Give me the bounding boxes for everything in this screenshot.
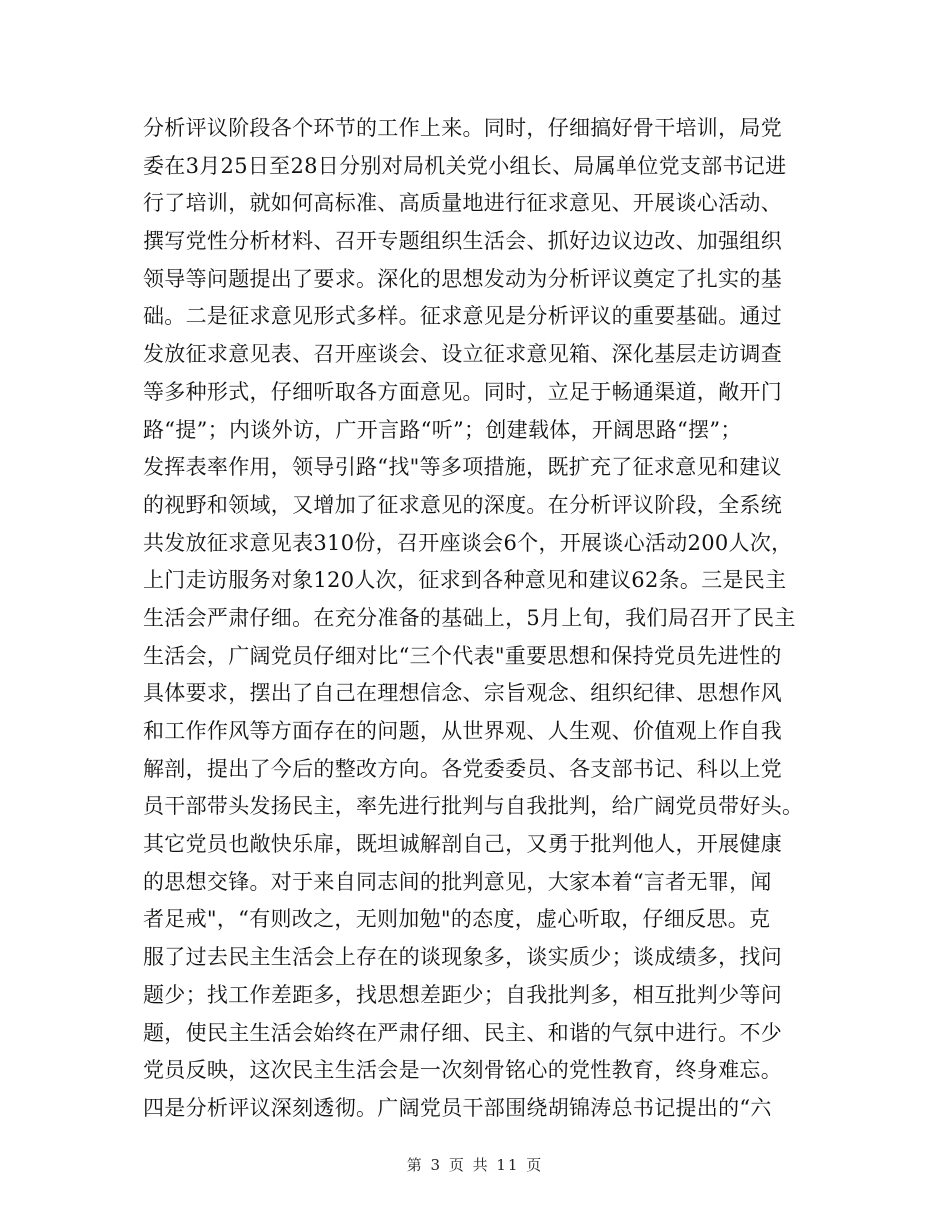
text-line: 等多种形式，仔细听取各方面意见。同时，立足于畅通渠道，敞开门 [143,379,782,404]
text-line: 具体要求，摆出了自己在理想信念、宗旨观念、组织纪律、思想作风 [143,681,782,706]
text-line: 发挥表率作用，领导引路“找"等多项措施，既扩充了征求意见和建议 [143,455,782,480]
text-line: 服了过去民主生活会上存在的谈现象多，谈实质少；谈成绩多，找问 [143,945,782,970]
text-line: 撰写党性分析材料、召开专题组织生活会、抓好边议边改、加强组织 [143,229,782,254]
text-line: 员干部带头发扬民主，率先进行批判与自我批判，给广阔党员带好头。 [143,794,804,819]
text-line: 题，使民主生活会始终在严肃仔细、民主、和谐的气氛中进行。不少 [143,1020,782,1045]
text-line: 路“提”；内谈外访，广开言路“听”；创建载体，开阔思路“摆”； [143,417,742,442]
text-line: 生活会严肃仔细。在充分准备的基础上，5月上旬，我们局召开了民主 [143,605,796,630]
text-line: 的思想交锋。对于来自同志间的批判意见，大家本着“言者无罪，闻 [143,869,772,894]
text-line: 四是分析评议深刻透彻。广阔党员干部围绕胡锦涛总书记提出的“六 [143,1095,772,1120]
text-line: 分析评议阶段各个环节的工作上来。同时，仔细搞好骨干培训，局党 [143,116,782,140]
text-line: 行了培训，就如何高标准、高质量地进行征求意见、开展谈心活动、 [143,191,782,216]
text-line: 发放征求意见表、召开座谈会、设立征求意见箱、深化基层走访调查 [143,342,782,367]
text-line: 上门走访服务对象120人次，征求到各种意见和建议62条。三是民主 [143,568,787,593]
text-line: 党员反映，这次民主生活会是一次刻骨铭心的党性教育，终身难忘。 [143,1058,782,1083]
text-line: 础。二是征求意见形式多样。征求意见是分析评议的重要基础。通过 [143,304,782,329]
text-line: 解剖，提出了今后的整改方向。各党委委员、各支部书记、科以上党 [143,756,782,781]
text-line: 共发放征求意见表310份，召开座谈会6个，开展谈心活动200人次， [143,530,793,555]
text-line: 题少；找工作差距多，找思想差距少；自我批判多，相互批判少等问 [143,982,782,1007]
text-line: 委在3月25日至28日分别对局机关党小组长、局属单位党支部书记进 [143,153,787,178]
text-line: 领导等问题提出了要求。深化的思想发动为分析评议奠定了扎实的基 [143,266,782,291]
text-line: 者足戒"，“有则改之，无则加勉"的态度，虚心听取，仔细反思。克 [143,907,771,932]
text-line: 生活会，广阔党员仔细对比“三个代表"重要思想和保持党员先进性的 [143,643,782,668]
text-line: 其它党员也敞快乐扉，既坦诚解剖自己，又勇于批判他人，开展健康 [143,832,782,857]
page-footer: 第 3 页 共 11 页 [406,1156,544,1174]
text-line: 和工作作风等方面存在的问题，从世界观、人生观、价值观上作自我 [143,719,782,743]
text-line: 的视野和领域，又增加了征求意见的深度。在分析评议阶段，全系统 [143,492,782,517]
body-text [143,110,823,1128]
